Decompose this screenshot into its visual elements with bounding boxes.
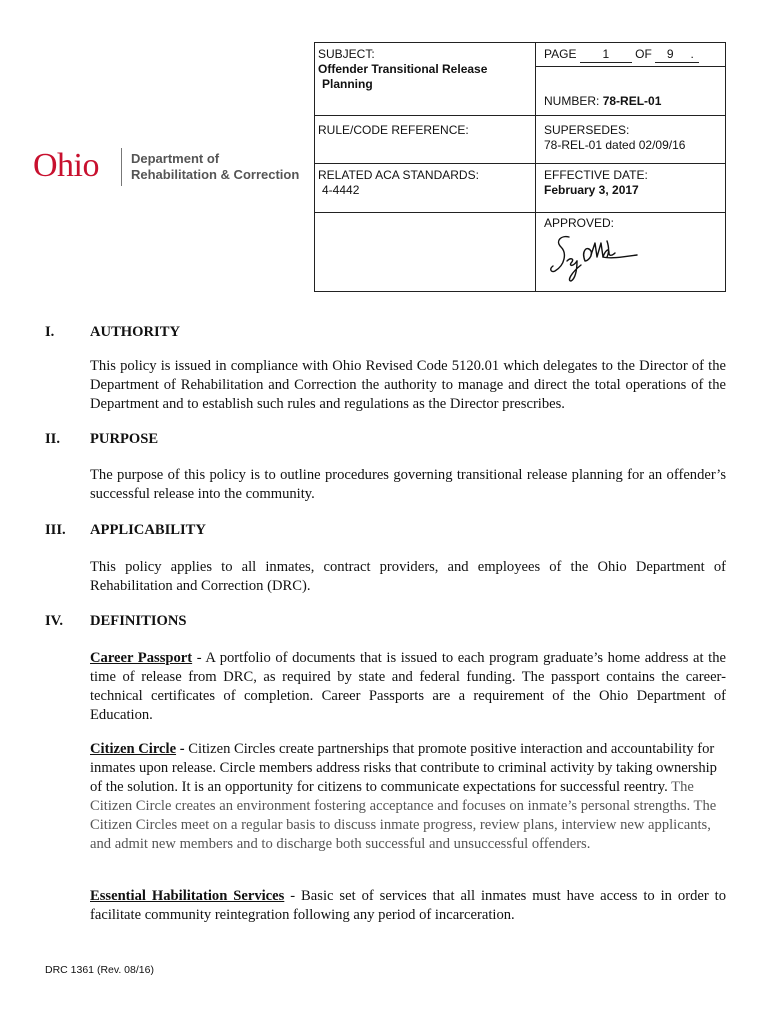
supersedes-cell: SUPERSEDES: 78-REL-01 dated 02/09/16 [544,123,686,152]
section-title-authority: AUTHORITY [90,324,181,340]
rule-code-cell: RULE/CODE REFERENCE: [318,123,469,137]
section-title-definitions: DEFINITIONS [90,613,187,629]
form-footer: DRC 1361 (Rev. 08/16) [45,964,154,976]
aca-standards-cell: RELATED ACA STANDARDS: 4-4442 [318,168,479,197]
aca-standards-value: 4-4442 [322,183,360,197]
section-title-applicability: APPLICABILITY [90,522,206,538]
definition-essential-habilitation: Essential Habilitation Services - Basic set of services that all inmates must have access to in order to facilitate community reintegration following any period of incarceration. [90,888,726,923]
ohio-drc-logo [33,146,305,188]
supersedes-value: 78-REL-01 dated 02/09/16 [544,138,686,152]
page-number: 1 [580,47,632,63]
term-career-passport: Career Passport [90,650,193,666]
term-essential-habilitation: Essential Habilitation Services [90,888,285,904]
table-divider [535,43,536,291]
approved-label: APPROVED: [544,216,615,230]
section-title-purpose: PURPOSE [90,431,159,447]
applicability-text: This policy applies to all inmates, contract providers, and employees of the Ohio Department of Rehabilitation and Correction (DRC). [90,559,726,594]
definition-citizen-circle: Citizen Circle - Citizen Circles create partnerships that promote positive interaction and accountability for inmates upon release. Circle members address risks that contribute to criminal activity by taking ownership of the solution. It is an opportunity for citizens to communicate expectations for successful reentry. The Citizen Circle creates an environment fostering acceptance and focuses on inmate’s personal strengths. The Citizen Circles meet on a regular basis to discuss inmate progress, review plans, interview new applicants, and admit new members and to discharge both successful and unsuccessful offenders. [90,741,717,852]
section-number-authority: I. [45,324,55,340]
subject-line1: Offender Transitional Release [318,62,488,76]
section-number-purpose: II. [45,431,61,447]
number-cell: NUMBER: 78-REL-01 [544,94,662,108]
logo-department-name: Department of Rehabilitation & Correction [131,151,300,182]
page-total: 9 [655,47,685,63]
definition-career-passport: Career Passport - A portfolio of documents that is issued to each program graduate’s home address at the time of release from DRC, as required by state and federal funding. The passport contains the career-technical certificates of completion. Career Passports are a requirement of the Ohio Department of Education. [90,650,727,723]
policy-number: 78-REL-01 [602,94,662,108]
term-citizen-circle: Citizen Circle [90,741,177,757]
section-number-applicability: III. [45,522,66,538]
subject-cell: SUBJECT: Offender Transitional Release Planning [318,47,528,92]
purpose-text: The purpose of this policy is to outline procedures governing transitional release planning for an offender’s successful release into the community. [90,467,726,502]
director-signature [547,231,639,283]
effective-date-cell: EFFECTIVE DATE: February 3, 2017 [544,168,648,197]
section-number-definitions: IV. [45,613,63,629]
logo-ohio-wordmark: Ohio [33,147,99,184]
effective-date-value: February 3, 2017 [544,183,639,197]
logo-divider [121,148,122,186]
authority-text: This policy is issued in compliance with Ohio Revised Code 5120.01 which delegates to the Director of the Department of Rehabilitation and Correction the authority to manage and direct the total operations of the Department and to establish such rules and regulations as the Director prescribes. [90,358,726,412]
subject-line2: Planning [322,77,373,91]
policy-header-table [314,42,726,292]
page-cell: PAGE 1 OF 9 . [544,47,699,63]
